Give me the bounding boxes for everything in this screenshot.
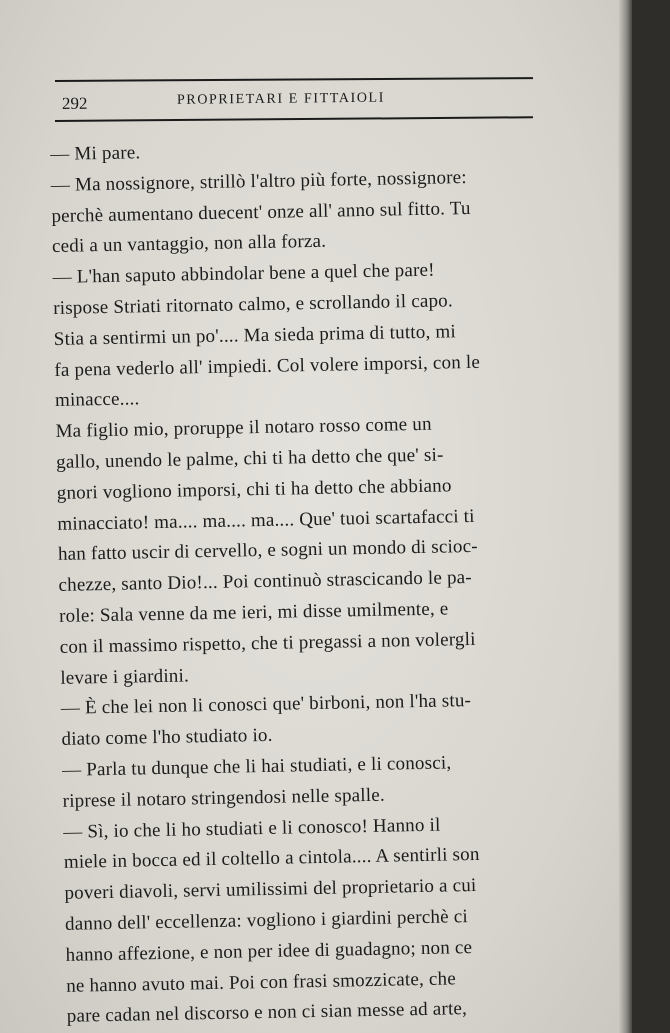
text-line: pare cadan nel discorso e non ci sian messe ad arte, [66,998,468,1028]
text-line: gallo, unendo le palme, chi ti ha detto che que' si- [55,444,444,473]
text-line: cedi a un vantaggio, non alla forza. [51,231,327,258]
text-line: gnori vogliono imporsi, chi ti ha detto che abbiano [56,475,452,504]
text-line: diato come l'ho studiato io. [61,724,273,751]
text-line: rispose Striati ritornato calmo, e scrollando il capo. [53,290,454,319]
scan-dark-margin [632,0,670,1033]
text-line: han fatto uscir di cervello, e sogni un mondo di scioc- [57,536,479,566]
header-rule-top [55,77,533,82]
text-line: riprese il notaro stringendosi nelle spalle. [62,784,386,812]
text-line: — È che lei non li conosci que' birboni, non l'ha stu- [60,690,472,720]
text-line: ne hanno avuto mai. Poi con frasi smozzicate, che [66,967,457,997]
page-binding-edge [618,0,632,1033]
text-line: fa pena vederlo all' impiedi. Col volere imporsi, con le [54,351,481,381]
text-line: chezze, santo Dio!... Poi continuò strascicando le pa- [58,567,473,597]
text-line: levare i giardini. [60,664,190,689]
text-line: — Parla tu dunque che li hai studiati, e li conosci, [61,752,452,781]
text-line: minacce.... [54,388,140,412]
text-line: — Ma nossignore, strillò l'altro più forte, nossignore: [50,166,468,196]
page-number: 292 [61,93,88,113]
text-line: role: Sala venne da me ieri, mi disse umilmente, e [58,598,449,627]
text-line: Ma figlio mio, proruppe il notaro rosso come un [55,413,432,443]
text-line: miele in bocca ed il coltello a cintola.... A sentirli son [63,844,480,874]
text-line: perchè aumentano duecent' onze all' anno sul fitto. Tu [51,197,471,227]
text-line: danno dell' eccellenza: vogliono i giardini perchè ci [64,906,469,935]
text-line: minacciato! ma.... ma.... ma.... Que' tuoi scartafacci ti [57,505,475,535]
text-line: con il massimo rispetto, che ti pregassi a non volergli [59,628,476,658]
running-title: PROPRIETARI E FITTAIOLI [176,90,386,108]
text-line: hanno affezione, e non per idee di guadagno; non ce [65,936,473,966]
running-head [62,87,532,118]
body-text [50,130,587,1033]
text-line: — L'han saputo abbindolar bene a quel che pare! [52,259,435,289]
text-line: Stia a sentirmi un po'.... Ma sieda prima di tutto, mi [53,321,457,350]
text-line: poveri diavoli, servi umilissimi del proprietario a cui [64,875,477,904]
text-line: — Sì, io che li ho studiati e li conosco! Hanno il [63,814,441,843]
text-line: — Mi pare. [50,142,141,165]
